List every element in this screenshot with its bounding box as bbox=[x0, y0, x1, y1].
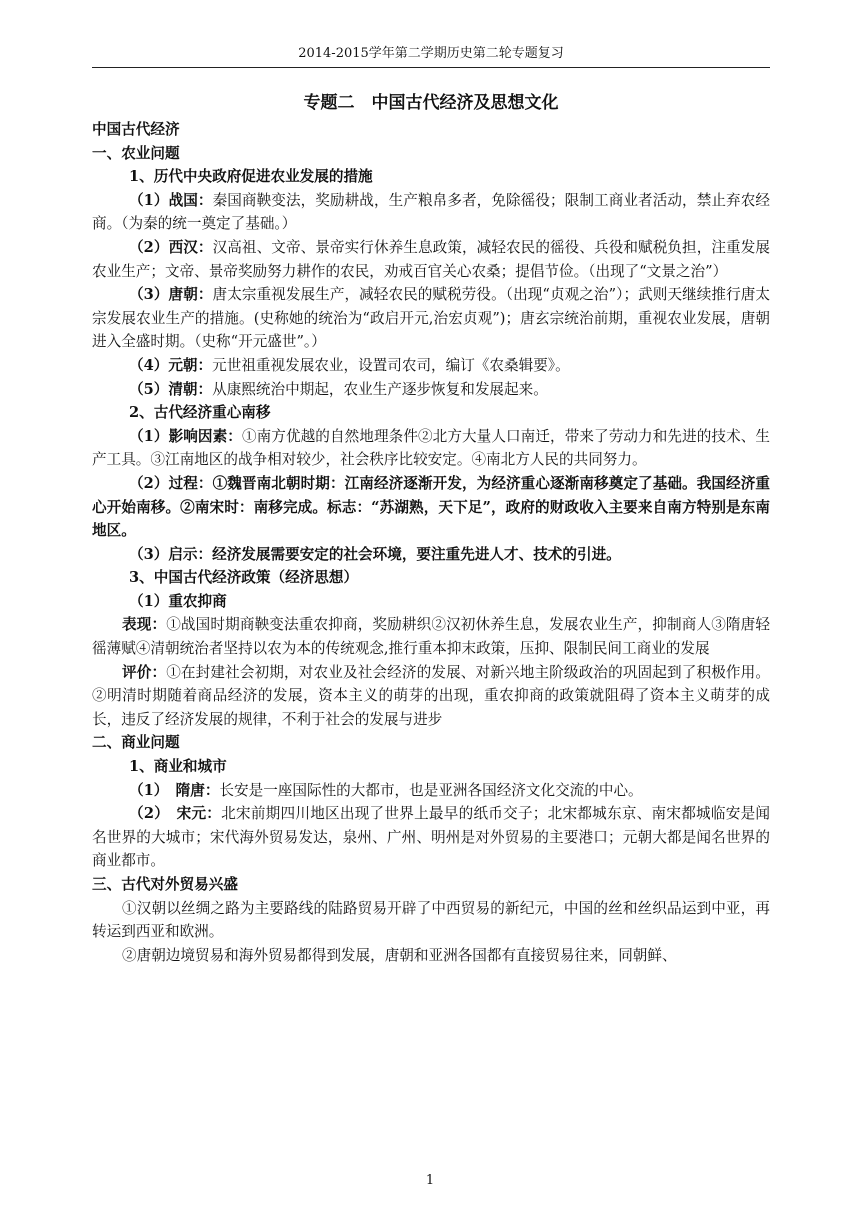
item-label: 表现： bbox=[122, 616, 167, 634]
paragraph-evaluation bbox=[92, 661, 770, 732]
paragraph-yuan bbox=[92, 354, 770, 378]
item-text: 北宋前期四川地区出现了世界上最早的纸币交子；北宋都城东京、南宋都城临安是闻名世界的大城市；宋代海外贸易发达，泉州、广州、明州是对外贸易的主要港口；元朝大都是闻名世界的商业都市。 bbox=[92, 805, 770, 870]
subheading-economic-policy: 3、中国古代经济政策（经济思想） bbox=[129, 569, 359, 587]
item-text: 唐太宗重视发展生产，减轻农民的赋税劳役。（出现“贞观之治”）；武则天继续推行唐太宗发展农业生产的措施。(史称她的统治为“政启开元,治宏贞观”)；唐玄宗统治前期，重视农业发展，唐朝进入全盛时期。（史称“开元盛世”。） bbox=[92, 286, 771, 351]
item-text: 秦国商鞅变法，奖励耕战，生产粮帛多者，免除徭役；限制工商业者活动，禁止弃农经商。（为秦的统一奠定了基础。） bbox=[92, 191, 770, 233]
item-text: 元世祖重视发展农业，设置司农司，编订《农桑辑要》。 bbox=[212, 356, 570, 374]
paragraph-factors bbox=[92, 425, 770, 472]
section-heading: 中国古代经济 bbox=[92, 121, 180, 138]
paragraph-tang-trade: ②唐朝边境贸易和海外贸易都得到发展，唐朝和亚洲各国都有直接贸易往来，同朝鲜、 bbox=[122, 946, 677, 964]
subheading-measures: 1、历代中央政府促进农业发展的措施 bbox=[129, 168, 373, 186]
item-label: （1） 隋唐： bbox=[129, 781, 220, 799]
item-label: （3）唐朝： bbox=[129, 286, 213, 304]
section-heading-agriculture: 一、农业问题 bbox=[92, 144, 180, 162]
page-number: 1 bbox=[425, 1173, 435, 1188]
item-text: 从康熙统治中期起，农业生产逐步恢复和发展起来。 bbox=[212, 380, 548, 398]
paragraph-han-trade: ①汉朝以丝绸之路为主要路线的陆路贸易开辟了中西贸易的新纪元，中国的丝和丝织品运到中亚，再转运到西亚和欧洲。 bbox=[92, 899, 770, 941]
section-heading-foreign-trade: 三、古代对外贸易兴盛 bbox=[92, 876, 238, 893]
item-label: （2） 宋元： bbox=[129, 805, 222, 823]
document-body bbox=[92, 88, 770, 967]
paragraph-process: （2）过程：①魏晋南北朝时期：江南经济逐渐开发，为经济重心逐渐南移奠定了基础。我国经济重心开始南移。②南宋时：南移完成。标志：“苏湖熟，天下足”，政府的财政收入主要来自南方特别是东南地区。 bbox=[92, 474, 770, 540]
section-heading-commerce: 二、商业问题 bbox=[92, 734, 180, 752]
paragraph-qing bbox=[92, 378, 770, 402]
item-text: ①在封建社会初期，对农业及社会经济的发展、对新兴地主阶级政治的巩固起到了积极作用。②明清时期随着商品经济的发展，资本主义的萌芽的出现，重农抑商的政策就阻碍了资本主义萌芽的成长，违反了经济发展的规律，不利于社会的发展与进步 bbox=[92, 663, 770, 728]
item-label: （1）战国： bbox=[129, 191, 213, 209]
document-title: 专题二 中国古代经济及思想文化 bbox=[303, 93, 559, 113]
paragraph-manifestation bbox=[92, 613, 770, 660]
subheading-commerce-cities: 1、商业和城市 bbox=[129, 758, 227, 776]
header-rule bbox=[92, 67, 770, 68]
item-label: （2）西汉： bbox=[129, 238, 213, 256]
subheading-agriculture-first: （1）重农抑商 bbox=[129, 592, 227, 610]
item-label: 评价： bbox=[122, 663, 167, 681]
paragraph-western-han bbox=[92, 236, 770, 283]
paragraph-warring-states bbox=[92, 189, 770, 236]
item-text: ①战国时期商鞅变法重农抑商，奖励耕织②汉初休养生息，发展农业生产，抑制商人③隋唐轻徭薄赋④清朝统治者坚持以农为本的传统观念,推行重本抑末政策，压抑、限制民间工商业的发展 bbox=[92, 616, 770, 658]
paragraph-sui-tang bbox=[92, 779, 770, 803]
item-text: ①南方优越的自然地理条件②北方大量人口南迁，带来了劳动力和先进的技术、生产工具。③江南地区的战争相对较少，社会秩序比较安定。④南北方人民的共同努力。 bbox=[92, 427, 770, 469]
subheading-economic-center: 2、古代经济重心南移 bbox=[129, 404, 271, 422]
paragraph-song-yuan bbox=[92, 802, 770, 873]
item-label: （4）元朝： bbox=[129, 356, 213, 374]
paragraph-lesson: （3）启示：经济发展需要安定的社会环境，要注重先进人才、技术的引进。 bbox=[129, 545, 621, 563]
paragraph-tang bbox=[92, 283, 770, 354]
item-label: （5）清朝： bbox=[129, 380, 213, 398]
item-text: 汉高祖、文帝、景帝实行休养生息政策，减轻农民的徭役、兵役和赋税负担，注重发展农业生产；文帝、景帝奖励努力耕作的农民，劝戒百官关心农桑；提倡节俭。（出现了“文景之治”） bbox=[92, 238, 770, 280]
page-header: 2014-2015学年第二学期历史第二轮专题复习 bbox=[298, 46, 564, 61]
item-label: （1）影响因素： bbox=[129, 427, 242, 445]
item-text: 长安是一座国际性的大都市，也是亚洲各国经济文化交流的中心。 bbox=[219, 781, 643, 799]
